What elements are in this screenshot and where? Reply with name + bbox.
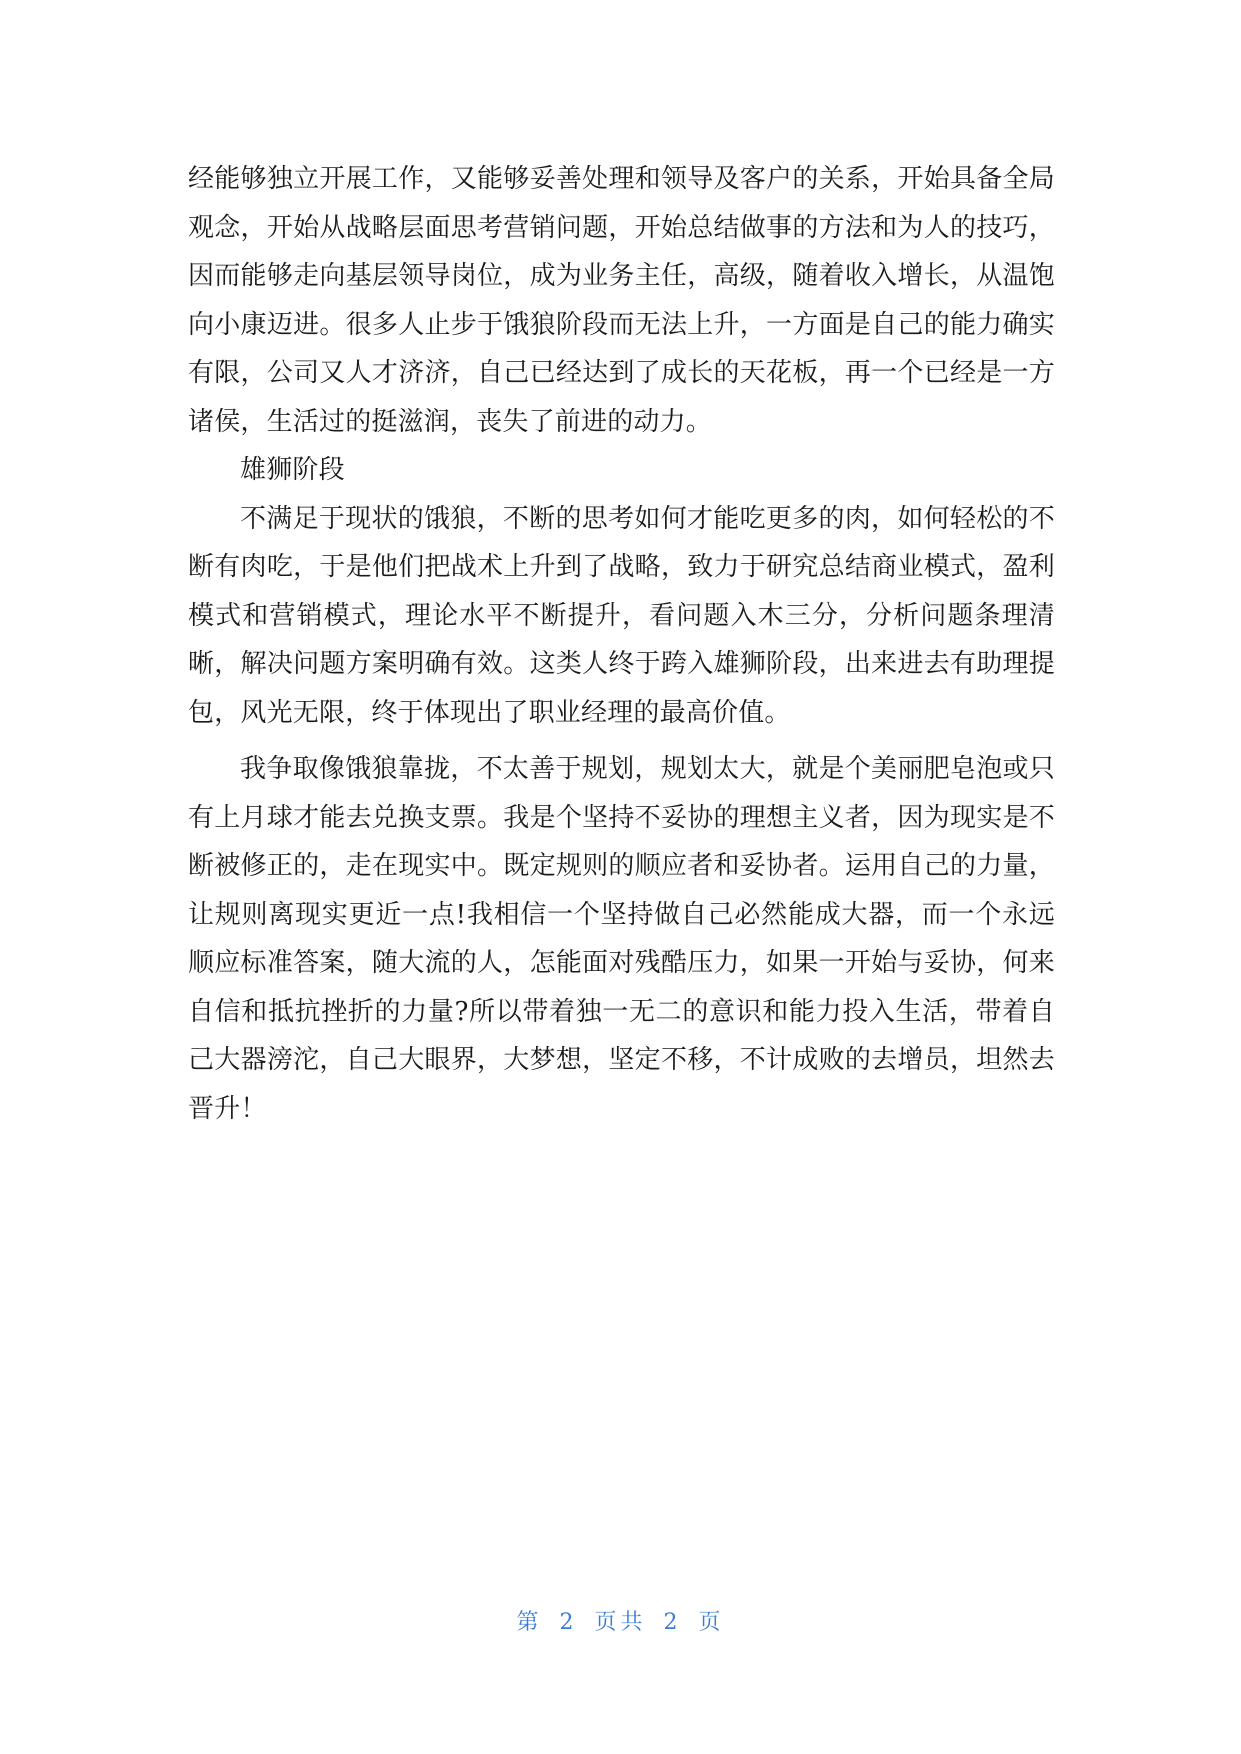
section-heading: 雄狮阶段: [240, 455, 345, 485]
footer-prefix: 第: [516, 1610, 543, 1635]
document-body: [188, 155, 1055, 1133]
paragraph-body: 不满足于现状的饿狼，不断的思考如何才能吃更多的肉，如何轻松的不断有肉吃，于是他们把战术上升到了战略，致力于研究总结商业模式，盈利模式和营销模式，理论水平不断提升，看问题入木三分，分析问题条理清晰，解决问题方案明确有效。这类人终于跨入雄狮阶段，出来进去有助理提包，风光无限，终于体现出了职业经理的最高价值。: [188, 503, 1055, 728]
footer-middle: 页共: [594, 1610, 647, 1635]
footer-total-pages: 2: [663, 1610, 682, 1635]
footer-suffix: 页: [698, 1610, 725, 1635]
paragraph-body: 我争取像饿狼靠拢，不太善于规划，规划太大，就是个美丽肥皂泡或只有上月球才能去兑换支票。我是个坚持不妥协的理想主义者，因为现实是不断被修正的，走在现实中。既定规则的顺应者和妥协者。运用自己的力量，让规则离现实更近一点!我相信一个坚持做自己必然能成大器，而一个永远顺应标准答案，随大流的人，怎能面对残酷压力，如果一开始与妥协，何来自信和抵抗挫折的力量?所以带着独一无二的意识和能力投入生活，带着自己大器滂沱，自己大眼界，大梦想，坚定不移，不计成败的去增员，坦然去晋升！: [188, 754, 1055, 1124]
footer-current-page: 2: [559, 1610, 578, 1635]
page-footer: [0, 1605, 1241, 1636]
paragraph-continuation: 经能够独立开展工作，又能够妥善处理和领导及客户的关系，开始具备全局观念，开始从战略层面思考营销问题，开始总结做事的方法和为人的技巧，因而能够走向基层领导岗位，成为业务主任，高级，随着收入增长，从温饱向小康迈进。很多人止步于饿狼阶段而无法上升，一方面是自己的能力确实有限，公司又人才济济，自己已经达到了成长的天花板，再一个已经是一方诸侯，生活过的挺滋润，丧失了前进的动力。: [188, 164, 1055, 437]
